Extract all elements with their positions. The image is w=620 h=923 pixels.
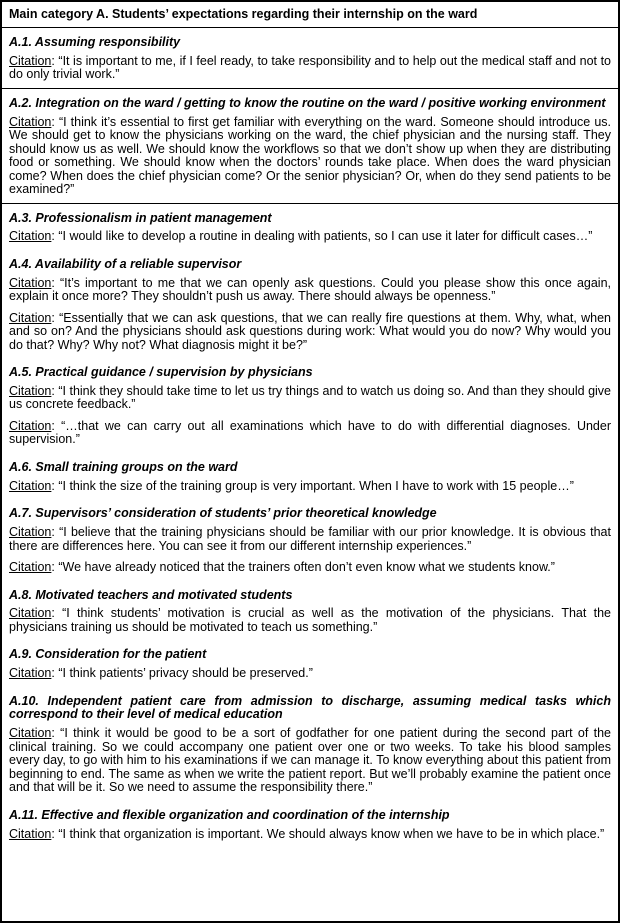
subcategory-section [2,366,618,453]
citation-label: Citation [9,726,52,741]
citation-label: Citation [9,666,52,681]
citation-paragraph [9,561,611,575]
citation-text: : “I think the size of the training group is very important. When I have to work with 15 people…” [51,478,574,493]
subcategory-heading: A.10. Independent patient care from admission to discharge, assuming medical tasks which correspond to their level of medical education [9,693,611,722]
subcategory-heading: A.2. Integration on the ward / getting to know the routine on the ward / positive working environment [9,95,606,110]
sections-container [2,36,618,847]
citation-text: : “I think students’ motivation is crucial as well as the motivation of the physicians. That the physicians training us should be motivated to teach us something.” [9,606,611,634]
citation-paragraph [9,727,611,795]
subcategory-section [2,212,618,250]
citation-text: : “I would like to develop a routine in dealing with patients, so I can use it later for difficult cases…” [51,229,593,244]
citation-paragraph [9,420,611,447]
subcategory-section [2,809,618,847]
subcategory-heading: A.3. Professionalism in patient management [9,210,272,225]
citation-label: Citation [9,606,52,621]
citation-label: Citation [9,826,52,841]
citation-text: : “Essentially that we can ask questions, that we can really fire questions at them. Why, what, when and so on? And the physicians should ask questions during work: What would you do now? Why would you do that? Why? Why not? What diagnosis might it be?” [9,310,611,352]
citation-paragraph [9,828,611,842]
citation-paragraph [9,667,611,681]
citation-paragraph [9,277,611,304]
citation-text: : “We have already noticed that the trainers often don’t even know what we students know.” [51,560,555,575]
citation-text: : “It is important to me, if I feel ready, to take responsibility and to help out the medical staff and not to do only trivial work.” [9,53,611,82]
citation-paragraph [9,116,611,197]
subcategory-section [2,507,618,580]
citation-text: : “I think it’s essential to first get familiar with everything on the ward. Someone should introduce us. We should get to know the physicians working on the ward, the chief physician and the nursing staff. They should know us as well. We should know the workflows so that we don’t show up when they are distributing food or something. We should know when the doctors’ rounds take place. When does the ward physician come? When does the chief physician come? Or the senior physician? Or, when do they send patients to be examined?” [9,114,611,197]
citation-paragraph [9,55,611,82]
citation-text: : “I think it would be good to be a sort of godfather for one patient during the second part of the clinical training. So we could accompany one patient over one or two weeks. To take his blood samples every day, to go with him to his examinations if we can manage it. To know everything about this patient from beginning to end. The same as when we write the patient report. But we’ll probably examine the patient once and that will be it. So we need to assume the responsibility there.” [9,726,611,795]
citation-text: : “I think that organization is important. We should always know when we have to be in which place.” [51,826,605,841]
citation-label: Citation [9,114,52,129]
subcategory-heading: A.4. Availability of a reliable supervisor [9,256,242,271]
citation-paragraph [9,607,611,634]
subcategory-section [2,461,618,499]
citation-label: Citation [9,310,52,325]
citation-text: : “I think they should take time to let us try things and to watch us doing so. And than they should give us concrete feedback.” [9,383,611,412]
subcategory-heading: A.6. Small training groups on the ward [9,459,238,474]
citation-text: : “I believe that the training physicians should be familiar with our prior knowledge. It is obvious that there are differences here. You can see it from our different internship experiences.” [9,525,611,553]
subcategory-section [2,695,618,801]
citation-paragraph [9,230,611,244]
citation-text: : “I think patients’ privacy should be preserved.” [51,666,313,681]
subcategory-section [2,97,618,204]
subcategory-heading: A.7. Supervisors’ consideration of students’ prior theoretical knowledge [9,506,437,521]
citation-label: Citation [9,53,52,68]
citation-paragraph [9,385,611,412]
citation-label: Citation [9,383,52,398]
subcategory-section [2,589,618,641]
subcategory-heading: A.5. Practical guidance / supervision by physicians [9,365,313,380]
citation-label: Citation [9,525,52,540]
citation-paragraph [9,480,611,494]
citation-label: Citation [9,275,52,290]
citation-paragraph [9,312,611,353]
subcategory-heading: A.11. Effective and flexible organization and coordination of the internship [9,807,450,822]
subcategory-section [2,258,618,358]
subcategory-section [2,648,618,686]
citation-text: : “It’s important to me that we can openly ask questions. Could you please show this once again, explain it once more? They shouldn’t push us away. There should always be openness.” [9,275,611,304]
subcategory-heading: A.8. Motivated teachers and motivated students [9,587,293,602]
subcategory-section [2,36,618,89]
table-header: Main category A. Students’ expectations regarding their internship on the ward [2,2,618,28]
citation-text: : “…that we can carry out all examinations which have to do with differential diagnoses. Under supervision.” [9,418,611,447]
citation-paragraph [9,526,611,553]
citation-label: Citation [9,478,52,493]
citation-label: Citation [9,418,52,433]
citation-label: Citation [9,560,52,575]
subcategory-heading: A.9. Consideration for the patient [9,647,207,662]
subcategory-heading: A.1. Assuming responsibility [9,35,181,49]
citation-label: Citation [9,229,52,244]
